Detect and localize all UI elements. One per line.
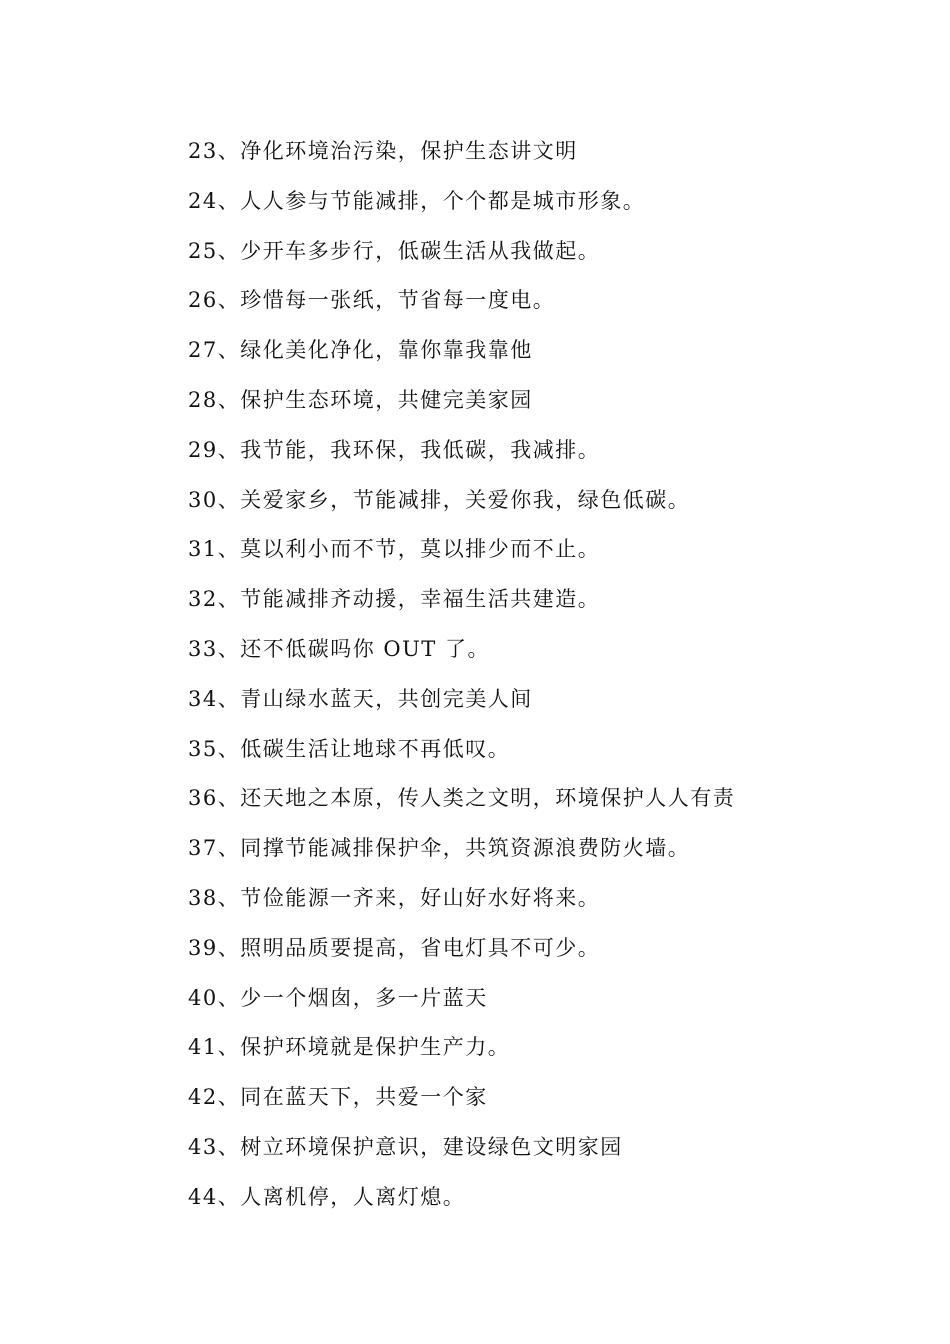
- slogan-item: 32、节能减排齐动援，幸福生活共建造。: [188, 587, 601, 612]
- slogan-item: 42、同在蓝天下，共爱一个家: [188, 1085, 488, 1110]
- slogan-item: 34、青山绿水蓝天，共创完美人间: [188, 686, 533, 711]
- slogan-item: 39、照明品质要提高，省电灯具不可少。: [188, 935, 601, 960]
- slogan-item: 35、低碳生活让地球不再低叹。: [188, 736, 511, 761]
- slogan-item: 28、保护生态环境，共健完美家园: [188, 387, 533, 412]
- slogan-item: 29、我节能，我环保，我低碳，我减排。: [188, 437, 601, 462]
- slogan-item: 40、少一个烟囱，多一片蓝天: [188, 985, 488, 1010]
- slogan-list: [188, 133, 888, 1229]
- slogan-item: 44、人离机停，人离灯熄。: [188, 1184, 466, 1209]
- slogan-item: 24、人人参与节能减排，个个都是城市形象。: [188, 188, 646, 213]
- slogan-item: 26、珍惜每一张纸，节省每一度电。: [188, 288, 556, 313]
- slogan-item: 38、节俭能源一齐来，好山好水好将来。: [188, 885, 601, 910]
- slogan-item: 23、净化环境治污染，保护生态讲文明: [188, 139, 578, 163]
- slogan-item: 36、还天地之本原，传人类之文明，环境保护人人有责: [188, 786, 736, 811]
- slogan-item: 43、树立环境保护意识，建设绿色文明家园: [188, 1134, 623, 1159]
- slogan-item: 27、绿化美化净化，靠你靠我靠他: [188, 338, 533, 363]
- slogan-item: 25、少开车多步行，低碳生活从我做起。: [188, 238, 601, 263]
- slogan-item: 33、还不低碳吗你 OUT 了。: [188, 636, 490, 661]
- slogan-item: 30、关爱家乡，节能减排，关爱你我，绿色低碳。: [188, 487, 691, 512]
- slogan-item: 31、莫以利小而不节，莫以排少而不止。: [188, 537, 601, 562]
- slogan-item: 37、同撑节能减排保护伞，共筑资源浪费防火墙。: [188, 836, 691, 861]
- slogan-item: 41、保护环境就是保护生产力。: [188, 1035, 511, 1060]
